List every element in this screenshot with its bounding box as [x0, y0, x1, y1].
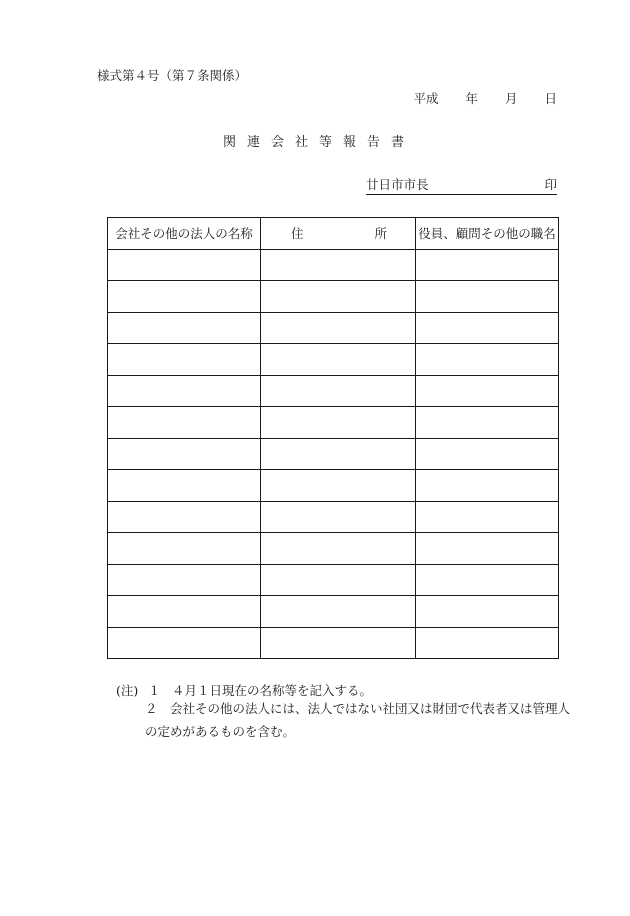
header-company-name: 会社その他の法人の名称	[108, 218, 261, 250]
cell-company-name[interactable]	[108, 627, 261, 659]
note-number: ２	[145, 701, 158, 716]
cell-company-name[interactable]	[108, 596, 261, 628]
table-row	[108, 344, 559, 376]
cell-address[interactable]	[261, 627, 416, 659]
cell-position[interactable]	[416, 312, 559, 344]
date-year: 年	[465, 91, 478, 106]
cell-company-name[interactable]	[108, 281, 261, 313]
cell-company-name[interactable]	[108, 375, 261, 407]
table-row	[108, 249, 559, 281]
cell-position[interactable]	[416, 438, 559, 470]
cell-company-name[interactable]	[108, 533, 261, 565]
cell-address[interactable]	[261, 470, 416, 502]
header-address-2: 所	[374, 226, 387, 242]
cell-address[interactable]	[261, 281, 416, 313]
cell-company-name[interactable]	[108, 344, 261, 376]
cell-address[interactable]	[261, 533, 416, 565]
cell-position[interactable]	[416, 375, 559, 407]
date-era: 平成	[413, 91, 439, 106]
table-row	[108, 375, 559, 407]
cell-position[interactable]	[416, 564, 559, 596]
addressee-line	[366, 179, 557, 195]
cell-position[interactable]	[416, 470, 559, 502]
cell-address[interactable]	[261, 375, 416, 407]
date-day: 日	[544, 91, 557, 106]
notes-label: (注)	[116, 683, 139, 698]
cell-company-name[interactable]	[108, 501, 261, 533]
cell-position[interactable]	[416, 627, 559, 659]
table-row	[108, 501, 559, 533]
cell-position[interactable]	[416, 249, 559, 281]
form-number: 様式第４号（第７条関係）	[97, 68, 248, 83]
cell-company-name[interactable]	[108, 470, 261, 502]
cell-company-name[interactable]	[108, 312, 261, 344]
table-row	[108, 407, 559, 439]
cell-address[interactable]	[261, 344, 416, 376]
cell-position[interactable]	[416, 501, 559, 533]
cell-position[interactable]	[416, 533, 559, 565]
table-header-row	[108, 218, 559, 250]
document-title: 関連会社等報告書	[222, 135, 415, 150]
table-row	[108, 281, 559, 313]
header-address-1: 住	[291, 226, 304, 242]
table-row	[108, 470, 559, 502]
date-month: 月	[504, 91, 518, 106]
cell-address[interactable]	[261, 249, 416, 281]
table-row	[108, 533, 559, 565]
header-position: 役員、顧問その他の職名	[416, 218, 559, 250]
report-table	[107, 217, 559, 659]
cell-address[interactable]	[261, 438, 416, 470]
cell-address[interactable]	[261, 564, 416, 596]
cell-address[interactable]	[261, 312, 416, 344]
date-line	[413, 93, 557, 106]
cell-address[interactable]	[261, 407, 416, 439]
cell-company-name[interactable]	[108, 407, 261, 439]
cell-company-name[interactable]	[108, 249, 261, 281]
note-text: ４月１日現在の名称等を記入する。	[172, 683, 373, 698]
note-item-2	[145, 697, 575, 743]
table-row	[108, 438, 559, 470]
table-row	[108, 312, 559, 344]
table-row	[108, 596, 559, 628]
note-text: 会社その他の法人には、法人ではない社団又は財団で代表者又は管理人の定めがあるものを含む。	[145, 701, 571, 739]
cell-company-name[interactable]	[108, 564, 261, 596]
table-row	[108, 564, 559, 596]
table-row	[108, 627, 559, 659]
cell-position[interactable]	[416, 344, 559, 376]
cell-address[interactable]	[261, 501, 416, 533]
addressee-name: 廿日市市長	[366, 177, 429, 192]
seal-mark: 印	[544, 177, 557, 192]
header-address	[261, 218, 416, 250]
cell-address[interactable]	[261, 596, 416, 628]
note-number: １	[148, 683, 161, 698]
cell-position[interactable]	[416, 596, 559, 628]
cell-position[interactable]	[416, 407, 559, 439]
cell-company-name[interactable]	[108, 438, 261, 470]
cell-position[interactable]	[416, 281, 559, 313]
